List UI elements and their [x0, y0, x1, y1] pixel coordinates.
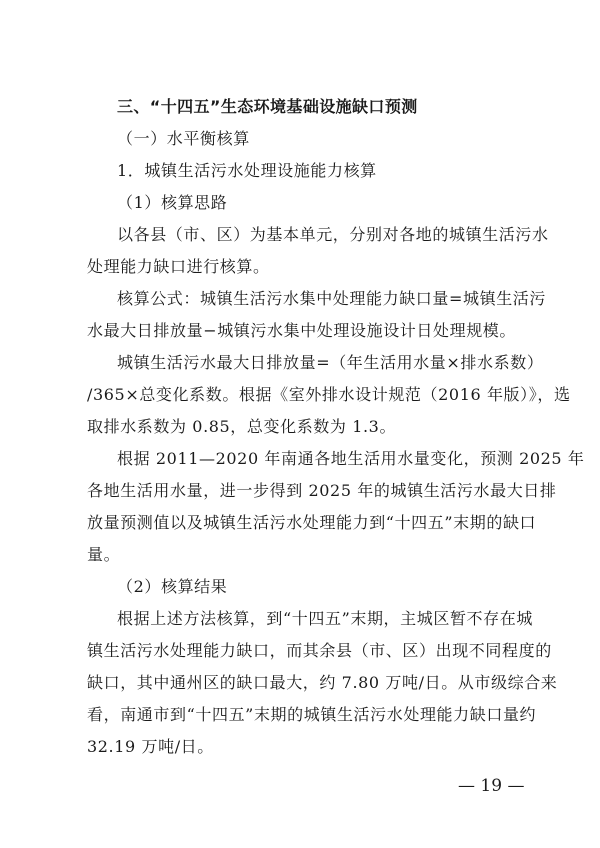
- paragraph-line: 处理能力缺口进行核算。: [87, 257, 270, 276]
- paragraph-line: 以各县（市、区）为基本单元，分别对各地的城镇生活污水: [117, 225, 549, 244]
- section-title: 三、“十四五”生态环境基础设施缺口预测: [117, 97, 418, 116]
- paragraph-line: 放量预测值以及城镇生活污水处理能力到“十四五”末期的缺口: [87, 513, 537, 532]
- paragraph-line: 城镇生活污水最大日排放量=（年生活用水量×排水系数）: [117, 353, 544, 372]
- paragraph-line: 核算公式：城镇生活污水集中处理能力缺口量=城镇生活污: [117, 289, 547, 308]
- paragraph-line: 取排水系数为 0.85，总变化系数为 1.3。: [87, 417, 397, 436]
- subsection-heading: （一）水平衡核算: [117, 129, 250, 148]
- sub-item-heading: （1）核算思路: [117, 193, 228, 212]
- sub-item-heading: （2）核算结果: [117, 577, 228, 596]
- paragraph-line: 看，南通市到“十四五”末期的城镇生活污水处理能力缺口量约: [87, 705, 537, 724]
- paragraph-line: 量。: [87, 545, 121, 564]
- paragraph-line: 根据 2011—2020 年南通各地生活用水量变化，预测 2025 年: [117, 449, 585, 468]
- paragraph-line: 镇生活污水处理能力缺口，而其余县（市、区）出现不同程度的: [87, 641, 552, 660]
- paragraph-line: 水最大日排放量−城镇污水集中处理设施设计日处理规模。: [87, 321, 517, 340]
- paragraph-line: 各地生活用水量，进一步得到 2025 年的城镇生活污水最大日排: [87, 481, 557, 500]
- paragraph-line: /365×总变化系数。根据《室外排水设计规范（2016 年版）》，选: [87, 385, 571, 404]
- paragraph-line: 缺口，其中通州区的缺口最大，约 7.80 万吨/日。从市级综合来: [87, 673, 558, 692]
- page-number: — 19 —: [458, 776, 525, 796]
- paragraph-line: 根据上述方法核算，到“十四五”末期，主城区暂不存在城: [117, 609, 533, 628]
- item-heading: 1．城镇生活污水处理设施能力核算: [117, 161, 377, 180]
- paragraph-line: 32.19 万吨/日。: [87, 737, 214, 756]
